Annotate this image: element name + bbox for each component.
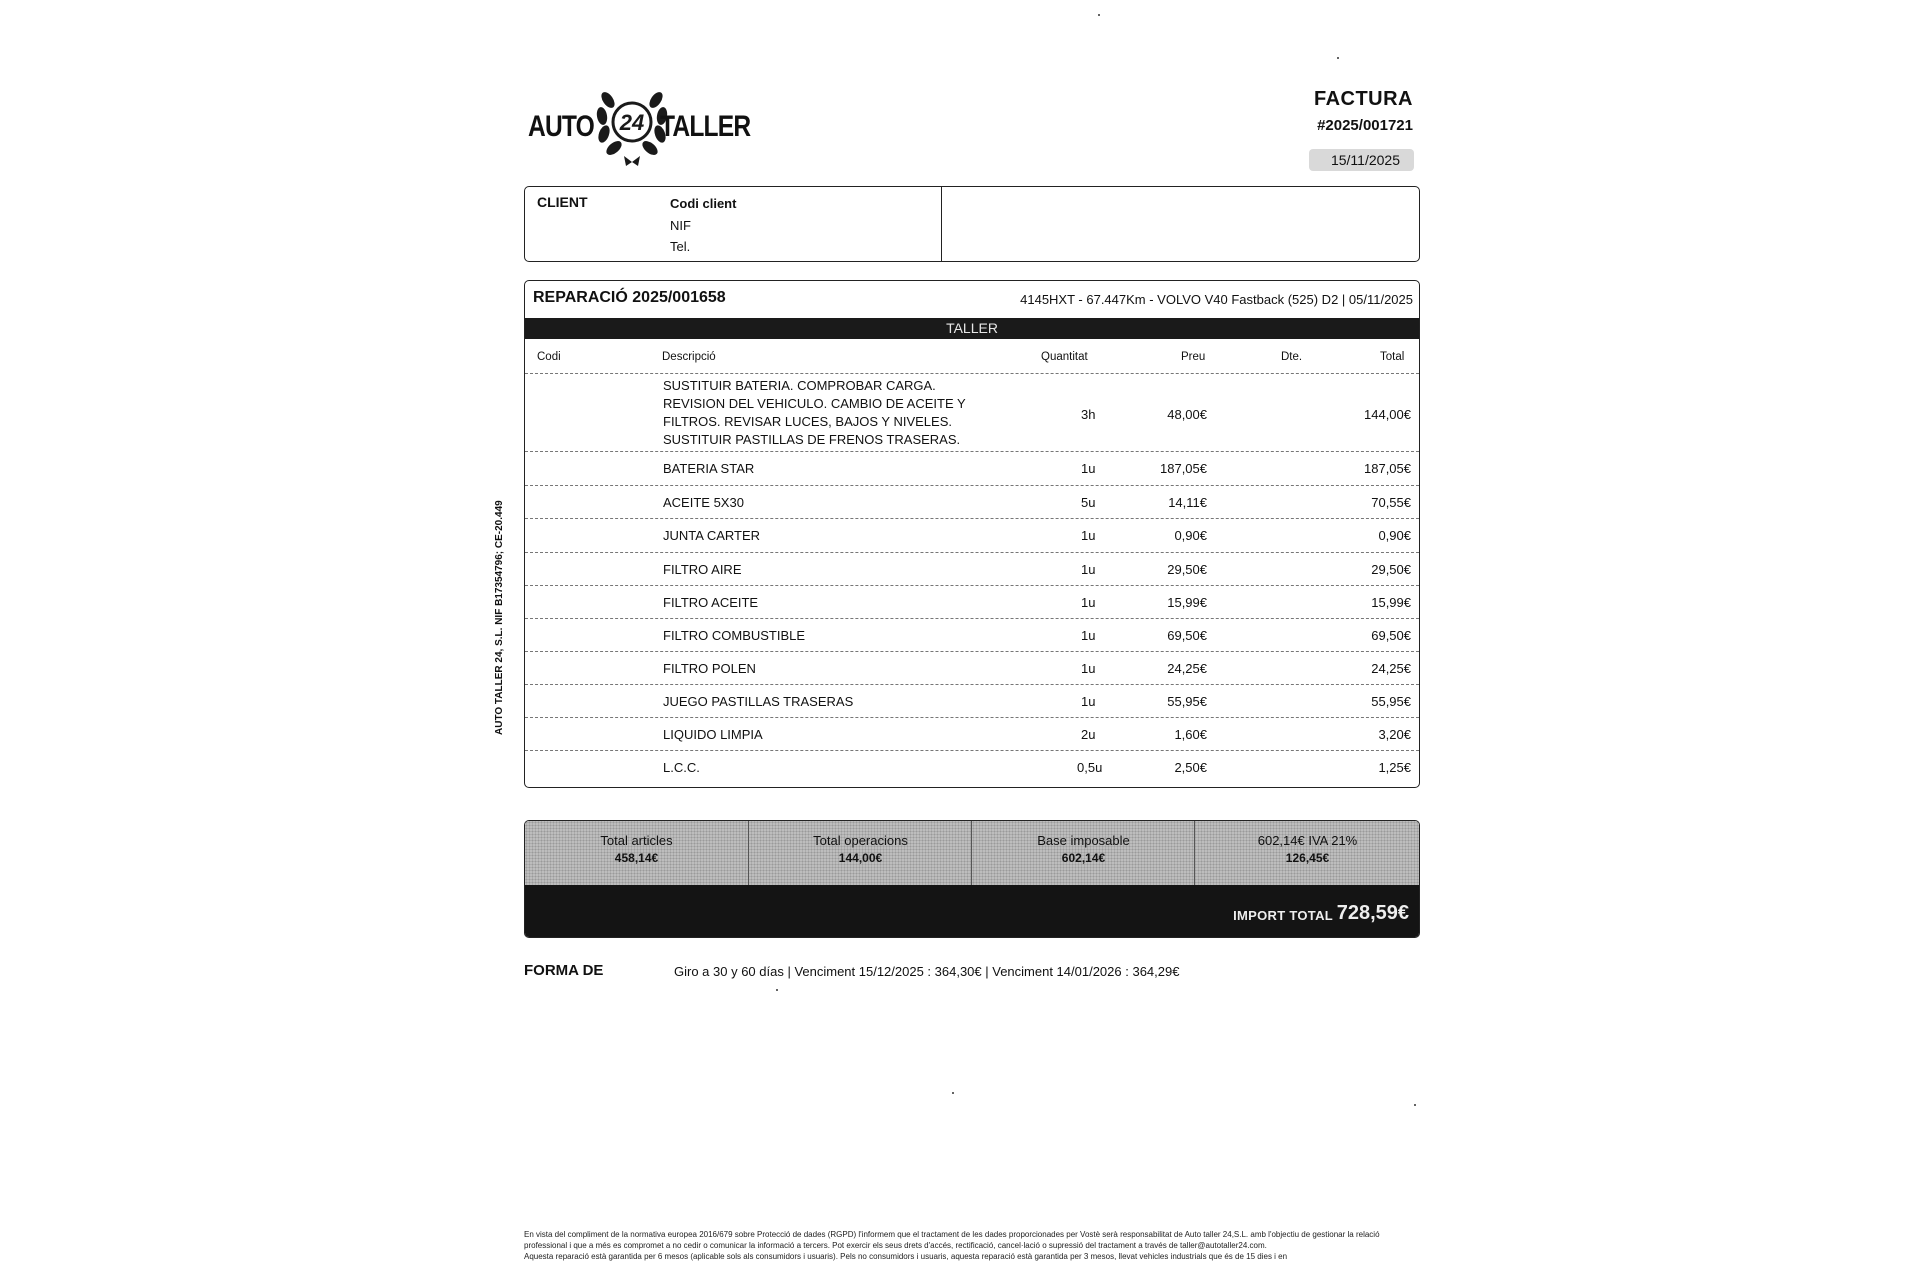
row-divider — [525, 585, 1419, 586]
row-divider — [525, 373, 1419, 374]
row-quantity: 5u — [1081, 495, 1096, 510]
warranty-notice: Aquesta reparació està garantida per 6 mesos (aplicable sols als consumidors i usuaris). Pels no consumidors i usuaris, aquesta reparació està garantida per 3 mesos, llevat vehicles industrials que és de 15 dies i en — [524, 1252, 1288, 1261]
row-quantity: 2u — [1081, 727, 1096, 742]
scan-speck — [1098, 14, 1100, 16]
grand-total-value: 728,59€ — [1336, 902, 1409, 924]
logo-number: 24 — [619, 110, 645, 135]
row-divider — [525, 518, 1419, 519]
legal-notice — [524, 1229, 1424, 1262]
scan-speck — [776, 989, 778, 991]
row-total: 29,50€ — [1371, 562, 1411, 577]
vat-value: 126,45€ — [1285, 851, 1330, 865]
row-description: FILTRO ACEITE — [663, 595, 759, 610]
scan-speck — [1414, 1104, 1416, 1106]
totals-box — [524, 820, 1420, 938]
repair-table — [524, 280, 1420, 788]
row-price: 24,25€ — [1167, 661, 1207, 676]
client-nif-label: NIF — [670, 218, 691, 233]
vat-label: 602,14€ IVA 21% — [1257, 833, 1358, 848]
row-divider — [525, 651, 1419, 652]
repair-title: REPARACIÓ 2025/001658 — [533, 289, 726, 306]
total-articles — [525, 821, 748, 885]
logo-text-taller: TALLER — [660, 110, 751, 143]
client-code-label: Codi client — [670, 196, 737, 211]
row-description: BATERIA STAR — [663, 461, 755, 476]
row-description: FILTRO COMBUSTIBLE — [663, 628, 806, 643]
total-articles-label: Total articles — [600, 833, 673, 848]
row-quantity: 1u — [1081, 628, 1096, 643]
column-header-discount: Dte. — [1281, 351, 1303, 363]
privacy-notice: En vista del compliment de la normativa europea 2016/679 sobre Protecció de dades (RGPD) l'informem que el tractament de les dades proporcionades per Vostè serà responsabilitat de Auto taller 24,S.L. amb l'objectiu de gestionar la relació professional i que a més es compromet a no cedir o comunicar la informació a tercers. Pot exercir els seus drets d'accés, rectificació, cancel·lació o supressió del tractament a través de taller@autotaller24.com. — [524, 1230, 1380, 1250]
row-divider — [525, 451, 1419, 452]
tax-base — [971, 821, 1195, 885]
row-price: 0,90€ — [1174, 528, 1207, 543]
tax-base-label: Base imposable — [1037, 833, 1130, 848]
payment-label: FORMA DE — [524, 962, 604, 979]
column-header-price: Preu — [1181, 351, 1206, 363]
row-total: 70,55€ — [1371, 495, 1411, 510]
grand-total-label: IMPORT TOTAL — [1233, 908, 1333, 923]
logo-text-auto: AUTO — [528, 110, 594, 143]
row-price: 2,50€ — [1174, 760, 1207, 775]
total-operations — [748, 821, 972, 885]
scan-speck — [1337, 57, 1339, 59]
total-operations-label: Total operacions — [813, 833, 908, 848]
row-price: 55,95€ — [1167, 694, 1207, 709]
row-price: 187,05€ — [1160, 461, 1207, 476]
row-quantity: 3h — [1081, 407, 1096, 422]
row-description: JUNTA CARTER — [663, 528, 761, 543]
row-quantity: 1u — [1081, 595, 1096, 610]
row-price: 48,00€ — [1167, 407, 1207, 422]
row-total: 24,25€ — [1371, 661, 1411, 676]
row-quantity: 1u — [1081, 461, 1096, 476]
row-quantity: 1u — [1081, 562, 1096, 577]
vehicle-info: 4145HXT - 67.447Km - VOLVO V40 Fastback (525) D2 | 05/11/2025 — [1020, 292, 1413, 307]
row-total: 3,20€ — [1378, 727, 1411, 742]
row-total: 187,05€ — [1364, 461, 1411, 476]
section-header: TALLER — [525, 318, 1419, 339]
client-box — [524, 186, 1420, 262]
row-price: 14,11€ — [1168, 495, 1207, 510]
row-total: 69,50€ — [1371, 628, 1411, 643]
row-price: 69,50€ — [1167, 628, 1207, 643]
row-divider — [525, 485, 1419, 486]
row-divider — [525, 684, 1419, 685]
column-header-quantity: Quantitat — [1041, 351, 1088, 363]
row-divider — [525, 618, 1419, 619]
grand-total-bar — [525, 885, 1419, 937]
row-quantity: 1u — [1081, 528, 1096, 543]
document-type: FACTURA — [1313, 88, 1413, 110]
row-price: 15,99€ — [1167, 595, 1207, 610]
row-description: FILTRO AIRE — [663, 562, 742, 577]
row-description: SUSTITUIR BATERIA. COMPROBAR CARGA. REVISION DEL VEHICULO. CAMBIO DE ACEITE Y FILTROS. REVISAR LUCES, BAJOS Y NIVELES. SUSTITUIR PASTILLAS DE FRENOS TRASERAS. — [663, 378, 966, 447]
client-label: CLIENT — [537, 194, 588, 210]
column-header-description: Descripció — [662, 351, 716, 363]
row-quantity: 1u — [1081, 661, 1096, 676]
row-description: JUEGO PASTILLAS TRASERAS — [663, 694, 854, 709]
column-header-code: Codi — [537, 351, 561, 363]
vat — [1194, 821, 1420, 885]
wreath-icon — [594, 82, 670, 168]
row-quantity: 1u — [1081, 694, 1096, 709]
row-price: 29,50€ — [1167, 562, 1207, 577]
company-logo — [528, 82, 751, 170]
row-quantity: 0,5u — [1077, 760, 1103, 775]
total-operations-value: 144,00€ — [838, 851, 883, 865]
column-header-total: Total — [1380, 351, 1405, 363]
row-description: FILTRO POLEN — [663, 661, 756, 676]
row-total: 1,25€ — [1378, 760, 1411, 775]
scan-speck — [952, 1092, 954, 1094]
row-description: ACEITE 5X30 — [663, 495, 744, 510]
row-divider — [525, 552, 1419, 553]
client-divider — [941, 187, 942, 261]
totals-summary — [525, 821, 1419, 885]
company-registration-text: AUTO TALLER 24, S.L. NIF B17354796; CE-20.449 — [494, 500, 505, 735]
total-articles-value: 458,14€ — [614, 851, 659, 865]
row-total: 0,90€ — [1378, 528, 1411, 543]
row-total: 15,99€ — [1371, 595, 1411, 610]
row-total: 144,00€ — [1364, 407, 1411, 422]
payment-terms: Giro a 30 y 60 días | Venciment 15/12/2025 : 364,30€ | Venciment 14/01/2026 : 364,29€ — [674, 964, 1180, 979]
row-divider — [525, 717, 1419, 718]
row-total: 55,95€ — [1371, 694, 1411, 709]
invoice-number: #2025/001721 — [1317, 117, 1413, 134]
row-description: L.C.C. — [663, 760, 700, 775]
row-description: LIQUIDO LIMPIA — [663, 727, 763, 742]
tax-base-value: 602,14€ — [1061, 851, 1106, 865]
client-tel-label: Tel. — [670, 239, 691, 254]
invoice-date: 15/11/2025 — [1309, 149, 1414, 171]
row-divider — [525, 750, 1419, 751]
row-price: 1,60€ — [1174, 727, 1207, 742]
